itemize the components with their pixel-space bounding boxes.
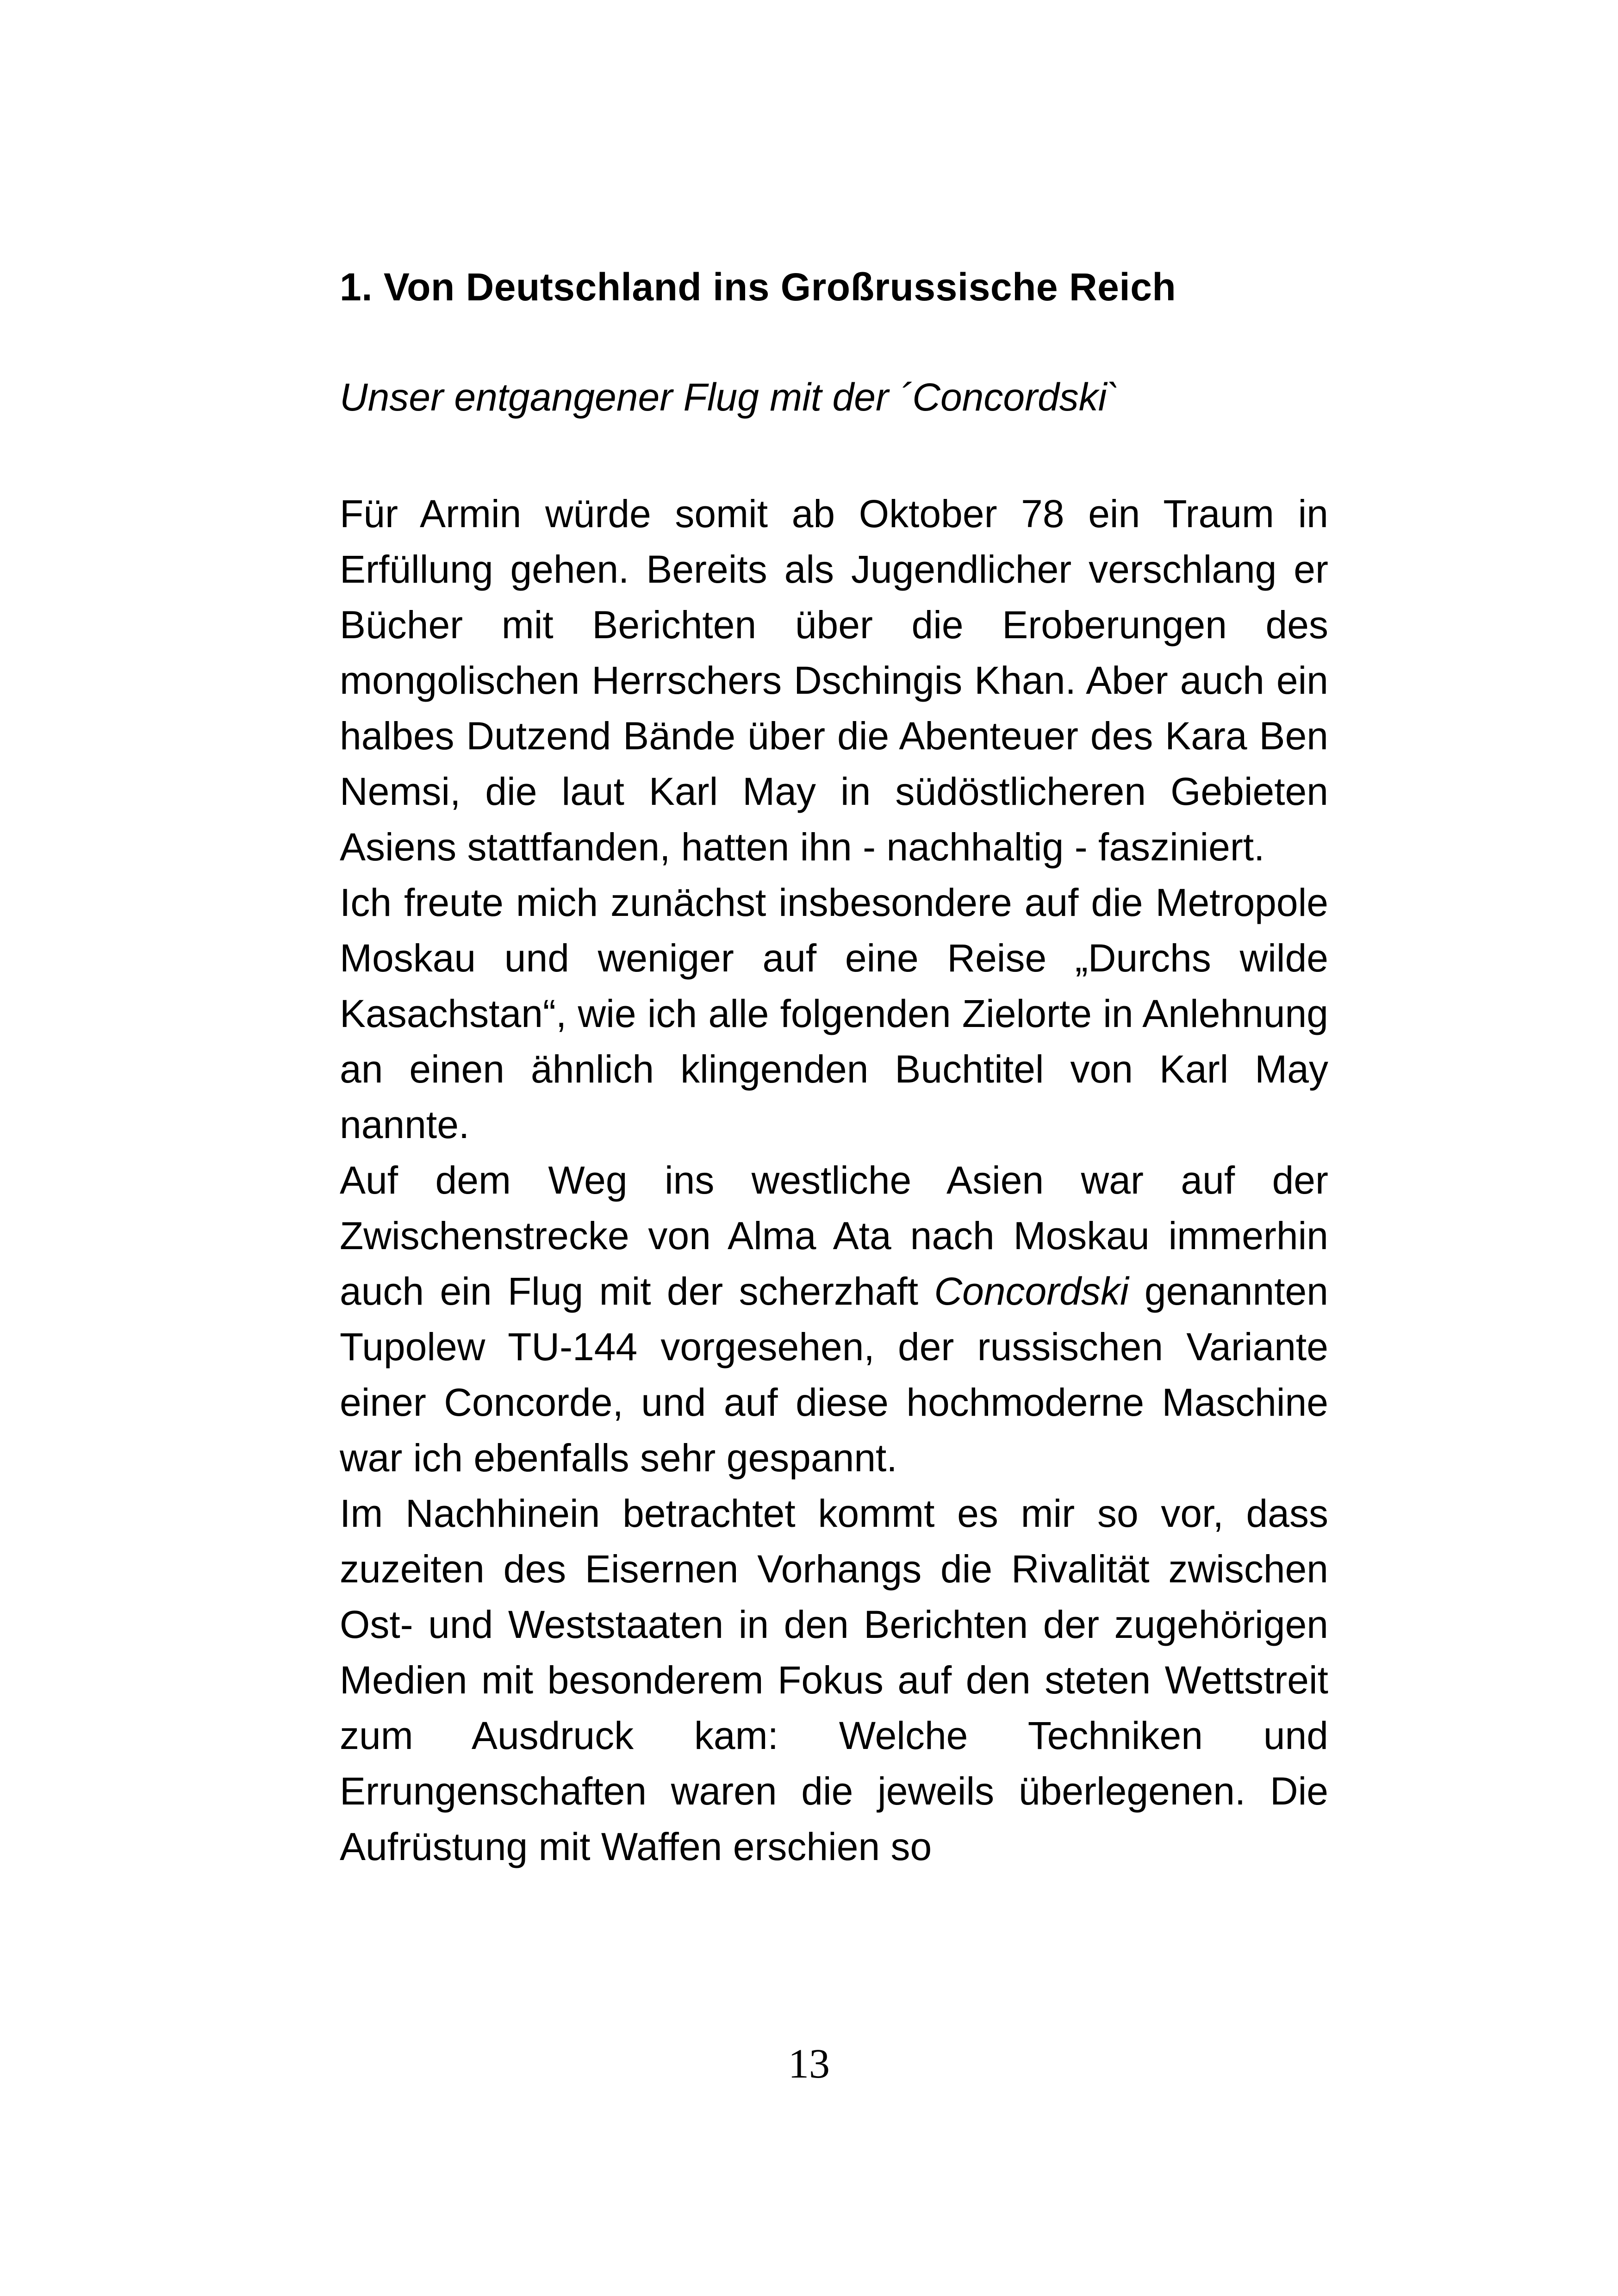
page-content — [340, 264, 1328, 1874]
paragraph-4: Im Nachhinein betrachtet kommt es mir so vor, dass zuzeiten des Eisernen Vorhangs die Rivalität zwischen Ost- und Weststaaten in den Berichten der zugehörigen Medien mit besonderem Fokus auf den steten Wettstreit zum Ausdruck kam: Welche Techniken und Errungenschaften waren die jeweils überlegenen. Die Aufrüstung mit Waffen erschien so — [340, 1492, 1328, 1868]
paragraph-2: Ich freute mich zunächst insbesondere auf die Metropole Moskau und weniger auf eine Reise „Durchs wilde Kasachstan“, wie ich alle folgenden Zielorte in Anlehnung an einen ähnlich klingenden Buchtitel von Karl May nannte. — [340, 881, 1328, 1146]
chapter-title: 1. Von Deutschland ins Großrussische Reich — [340, 265, 1176, 309]
page-number: 13 — [788, 2041, 830, 2087]
paragraph-1: Für Armin würde somit ab Oktober 78 ein Traum in Erfüllung gehen. Bereits als Jugendlicher verschlang er Bücher mit Berichten über die Eroberungen des mongolischen Herrschers Dschingis Khan. Aber auch ein halbes Dutzend Bände über die Abenteuer des Kara Ben Nemsi, die laut Karl May in südöstlicheren Gebieten Asiens stattfanden, hatten ihn - nachhaltig - fasziniert. — [340, 492, 1328, 869]
paragraph-3 — [340, 1152, 1328, 1486]
paragraph-3-text-end: genannten Tupolew TU-144 vorgesehen, der russischen Variante einer Concorde, und auf diese hochmoderne Maschine war ich ebenfalls sehr gespannt. — [340, 1269, 1328, 1480]
chapter-subtitle: Unser entgangener Flug mit der ´Concordski` — [340, 375, 1120, 419]
paragraph-3-text-start: Auf dem Weg ins westliche Asien war auf der Zwischenstrecke von Alma Ata nach Moskau immerhin auch ein Flug mit der scherzhaft — [340, 1158, 1328, 1313]
paragraph-3-italic-term: Concordski — [934, 1269, 1129, 1313]
